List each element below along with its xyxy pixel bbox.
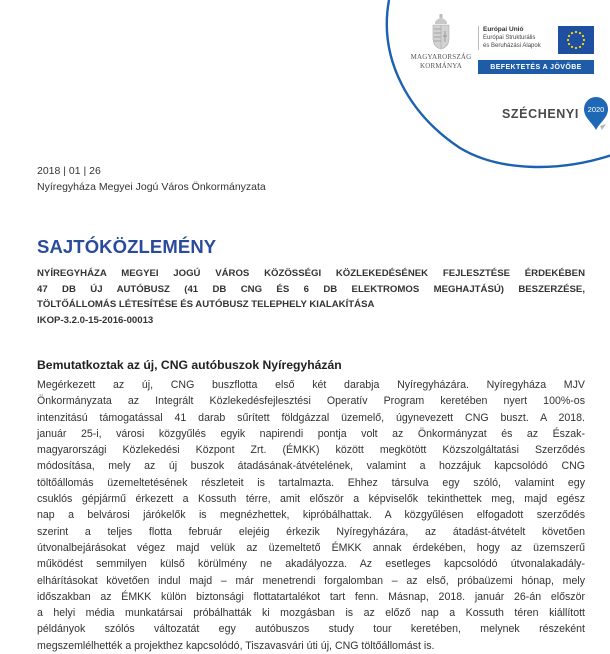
- hungarian-coat-of-arms-icon: [430, 14, 452, 50]
- hungarian-government-logo: [410, 14, 472, 71]
- eu-star: [568, 35, 570, 37]
- subtitle-line: TÖLTŐÁLLOMÁS LÉTESÍTÉSE ÉS AUTÓBUSZ TELEPHELY KIALAKÍTÁSA: [37, 299, 375, 310]
- project-code: IKOP-3.2.0-15-2016-00013: [37, 314, 154, 326]
- document-date: 2018 | 01 | 26: [37, 165, 101, 177]
- eu-star: [579, 32, 581, 34]
- section-heading: Bemutatkoztak az új, CNG autóbuszok Nyíregyházán: [37, 358, 342, 372]
- gov-name-line1: MAGYARORSZÁG: [410, 53, 472, 61]
- eu-star: [571, 46, 573, 48]
- project-subtitle: [37, 266, 585, 328]
- eu-star: [583, 39, 585, 41]
- body-line: útvonalbejárásokat végez majd velük az üzemeltető ÉMKK annak érdekében, hogy az üzemszerű: [37, 541, 585, 554]
- body-line: Önkormányzata az Integrált Közlekedésfejlesztési Operatív Program keretében nyert 100%-os: [37, 395, 585, 408]
- body-line: szerint a teljes flotta február elejéig érkezik Nyíregyházára, az átadást-átvételt követően: [37, 525, 585, 538]
- body-line: módosítása, mely az új buszok átadásának-átvételének, valamint a hozzájuk kapcsolódó CNG: [37, 460, 585, 473]
- gov-name: [410, 53, 472, 71]
- page-title: SAJTÓKÖZLEMÉNY: [37, 236, 217, 257]
- body-line: a helyi média munkatársai próbálhatták ki mozgásban is az előző nap a Kossuth téren kiállított: [37, 607, 585, 620]
- eu-star: [582, 35, 584, 37]
- subtitle-line: 47 DB ÚJ AUTÓBUSZ (41 DB CNG ÉS 6 DB ELEKTROMOS MEGHAJTÁSÚ) BESZERZÉSE,: [37, 283, 585, 295]
- body-line: intenzitású támogatással 41 darab sűrített földgázzal üzemelő, úgynevezett CNG buszt. A 2018.: [37, 411, 585, 424]
- eu-title: Európai Unió: [483, 26, 524, 33]
- eu-star: [567, 39, 569, 41]
- eu-subtitle-1: Európai Strukturális: [483, 35, 536, 41]
- location-pin-icon: [582, 96, 610, 132]
- pin-text: 2020: [587, 105, 605, 114]
- eu-star: [575, 47, 577, 49]
- document-meta: [37, 163, 266, 195]
- body-line: töltőállomás üzemeltetésének részleteit is tartalmazta. Ehhez társulva egy szóló, valamint egy: [37, 476, 585, 489]
- body-line: megszemlélhették a projekthez kapcsolódó, Tiszavasvári úti új, CNG töltőállomást is.: [37, 639, 435, 652]
- body-line: nap a belvárosi járókelők is megnézhettek, kipróbálhattak. A közgyűlésen elfogadott szerződés: [37, 509, 585, 522]
- body-line: példányok szólós változatát egy autóbuszos study tour keretében, melynek részeként: [37, 623, 585, 636]
- szechenyi-word: SZÉCHENYI: [502, 107, 579, 121]
- document-issuer: Nyíregyháza Megyei Jogú Város Önkormányzata: [37, 181, 266, 193]
- eu-star: [568, 43, 570, 45]
- body-line: csuklós gépjármű érkezett a Kossuth térre, amit először a képviselők tekinthettek meg, majd egész: [37, 493, 585, 506]
- szechenyi-2020-logo: [502, 96, 610, 132]
- eu-flag-icon: [558, 26, 594, 54]
- eu-star: [575, 31, 577, 33]
- body-paragraph: [37, 377, 585, 654]
- eu-subtitle-2: és Beruházási Alapok: [483, 43, 541, 49]
- body-line: Megérkezett az új, CNG buszflotta első két darabja Nyíregyházára. Nyíregyháza MJV: [37, 379, 585, 391]
- eu-banner: BEFEKTETÉS A JÖVŐBE: [478, 60, 594, 74]
- body-line: elhárításokat követően indul majd – már menetrendi forgalomban – az első, próbaüzemi hónap, mely: [37, 574, 585, 587]
- gov-name-line2: KORMÁNYA: [419, 62, 463, 70]
- subtitle-line: NYÍREGYHÁZA MEGYEI JOGÚ VÁROS KÖZÖSSÉGI KÖZLEKEDÉSÉNEK FEJLESZTÉSE ÉRDEKÉBEN: [37, 268, 585, 279]
- body-line: működést semmilyen külső körülmény ne akadályozza. Az esetleges kapcsolódó útvonalakadály-: [37, 558, 585, 571]
- body-line: időszakban az ÉMKK külön biztonsági flottatartalékot tart fenn. Másnap, 2018. január 26-án először: [37, 590, 585, 603]
- body-line: január 25-i, városi közgyűlés egyik napirendi pontja volt az Önkormányzat és az Észak-: [37, 427, 585, 440]
- eu-star: [571, 32, 573, 34]
- eu-star: [582, 43, 584, 45]
- eu-text: [478, 26, 555, 50]
- body-line: magyarországi Közlekedési Központ Zrt. (ÉMKK) között megkötött Közszolgáltatási Szerződés: [37, 444, 585, 457]
- eu-star: [579, 46, 581, 48]
